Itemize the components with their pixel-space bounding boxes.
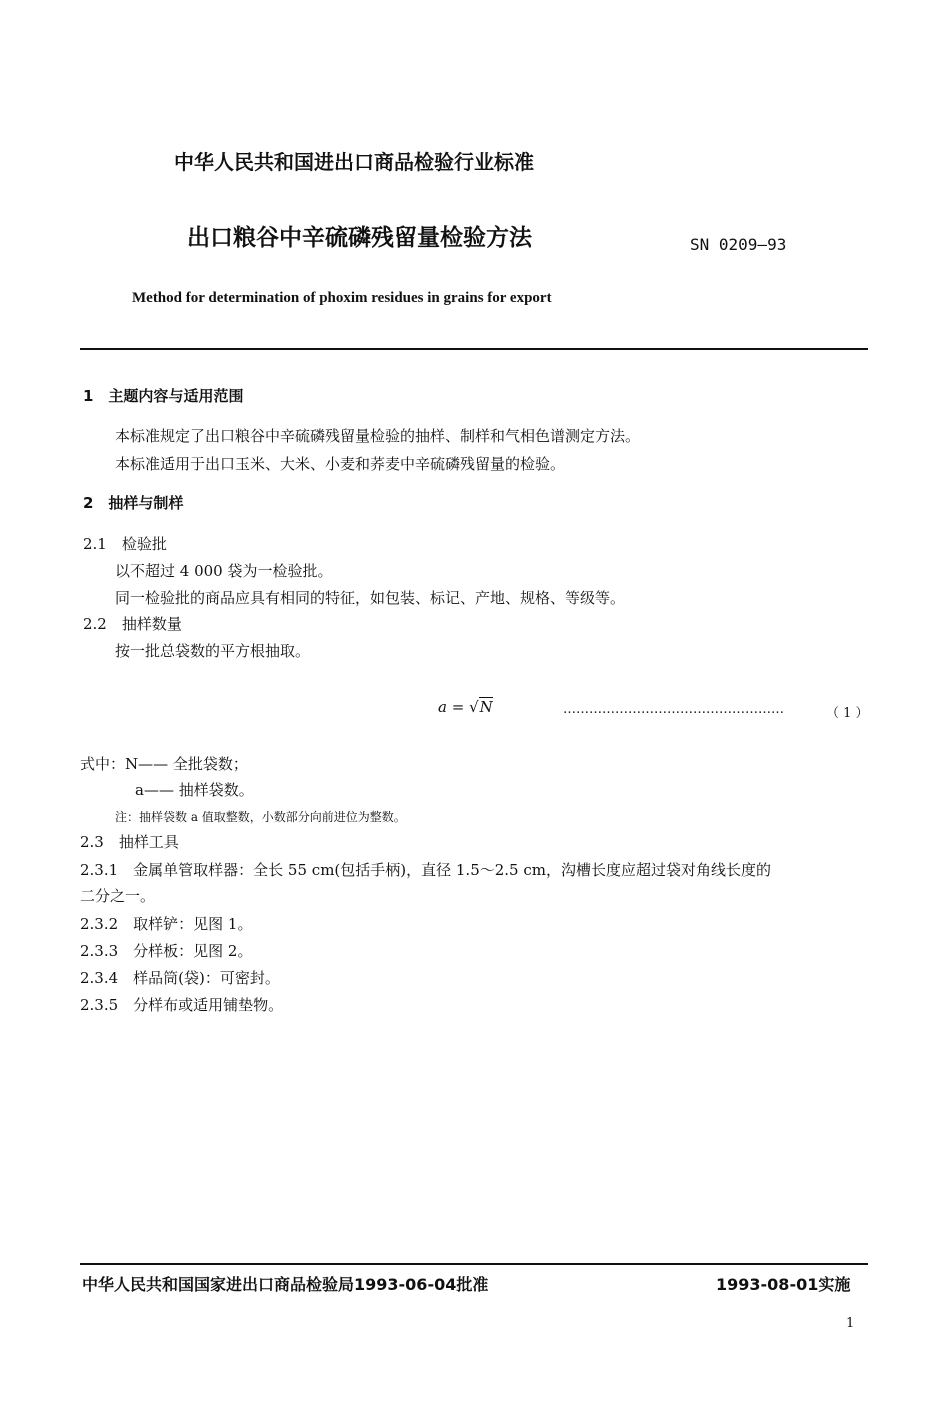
section-2-3-1-line-2: 二分之一。: [80, 887, 156, 905]
approval-line: 中华人民共和国国家进出口商品检验局1993-06-04批准: [82, 1275, 489, 1294]
section-2-3-heading: 2.3 抽样工具: [80, 833, 179, 851]
header-rule: [80, 348, 868, 350]
formula-lhs: a =: [438, 698, 470, 716]
section-2-1-paragraph-1: 以不超过 4 000 袋为一检验批。: [115, 562, 333, 580]
formula: [438, 698, 493, 716]
section-1-heading: 1 主题内容与适用范围: [83, 387, 244, 405]
where-a: a—— 抽样袋数。: [135, 781, 254, 799]
section-2-heading: 2 抽样与制样: [83, 494, 184, 512]
section-2-2-paragraph-1: 按一批总袋数的平方根抽取。: [115, 642, 311, 660]
sqrt-symbol: √: [469, 698, 479, 716]
english-title: Method for determination of phoxim residues in grains for export: [132, 290, 552, 306]
section-2-3-5: 2.3.5 分样布或适用铺垫物。: [80, 996, 284, 1014]
effective-date: 1993-08-01实施: [716, 1275, 851, 1294]
section-2-3-4: 2.3.4 样品筒(袋)：可密封。: [80, 969, 280, 987]
section-2-3-3: 2.3.3 分样板：见图 2。: [80, 942, 253, 960]
section-1-paragraph-1: 本标准规定了出口粮谷中辛硫磷残留量检验的抽样、制样和气相色谱测定方法。: [115, 427, 641, 445]
doc-code: SN 0209—93: [690, 235, 787, 254]
section-2-2-heading: 2.2 抽样数量: [83, 615, 182, 633]
org-title: 中华人民共和国进出口商品检验行业标准: [174, 150, 534, 174]
section-2-1-paragraph-2: 同一检验批的商品应具有相同的特征，如包装、标记、产地、规格、等级等。: [115, 589, 626, 607]
where-n: 式中：N—— 全批袋数；: [80, 755, 248, 773]
section-2-3-1-line-1: 2.3.1 金属单管取样器：全长 55 cm(包括手柄)，直径 1.5～2.5 cm，沟槽长度应超过袋对角线长度的: [80, 861, 771, 879]
formula-rhs: N: [479, 698, 493, 716]
section-1-paragraph-2: 本标准适用于出口玉米、大米、小麦和荞麦中辛硫磷残留量的检验。: [115, 455, 566, 473]
doc-title: 出口粮谷中辛硫磷残留量检验方法: [187, 225, 532, 251]
page-number: 1: [846, 1316, 855, 1331]
footer-rule: [80, 1263, 868, 1265]
section-2-3-2: 2.3.2 取样铲：见图 1。: [80, 915, 253, 933]
section-2-1-heading: 2.1 检验批: [83, 535, 167, 553]
formula-number: （ 1 ）: [826, 706, 869, 721]
note: 注：抽样袋数 a 值取整数，小数部分向前进位为整数。: [115, 810, 406, 824]
formula-dots: ……………………………………………: [563, 702, 784, 717]
